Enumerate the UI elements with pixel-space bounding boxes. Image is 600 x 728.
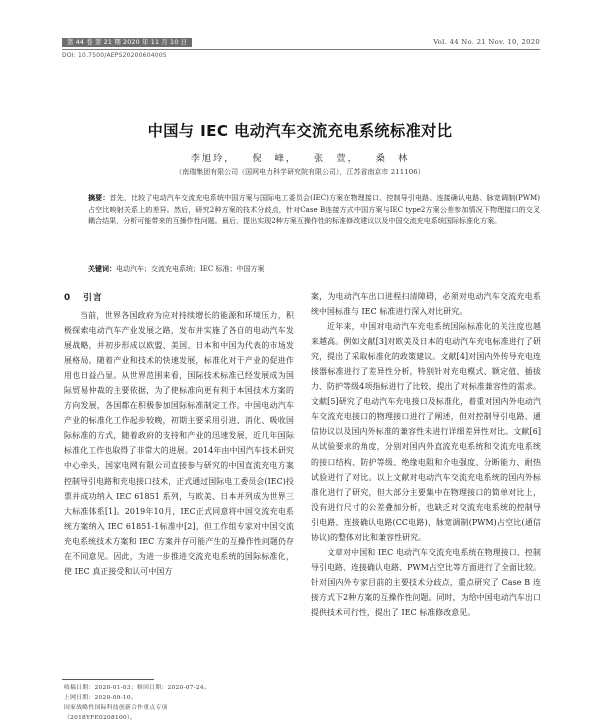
left-column — [64, 308, 294, 579]
journal-issue-header: 第 44 卷 第 21 期 2020 年 11 月 10 日 — [62, 38, 192, 47]
footnote-received: 收稿日期：2020-01-03；修回日期：2020-07-24。 — [64, 685, 211, 691]
footnote-fund-id: （2018YFE0208100）。 — [64, 715, 137, 721]
keywords-text: 电动汽车；交流充电系统；IEC 标准；中国方案 — [116, 265, 265, 273]
author-name: 张 萱， — [314, 153, 359, 164]
header-rule — [62, 49, 540, 50]
body-paragraph: 文章对中国和 IEC 电动汽车交流充电系统在物理接口、控制导引电路、连接确认电路、PWM占空比等方面进行了全面比较。针对国内外专家目前的主要技术分歧点，重点研究了 Case B 连接方式下2种方案的互操作性问题。同时，为给中国电动汽车出口提供技术可行性，提出了 IEC 标准修改意见。 — [311, 547, 541, 617]
abstract — [88, 192, 540, 227]
author-name: 李旭玲， — [190, 153, 236, 164]
footnotes — [64, 683, 300, 723]
footnote-online: 上网日期：2020-09-10。 — [64, 695, 138, 701]
keywords-label: 关键词： — [88, 265, 116, 273]
footnote-rule — [62, 679, 154, 680]
footnote-fund: 国家战略性国际科技创新合作重点专项 — [64, 705, 168, 711]
section-heading — [64, 290, 103, 303]
abstract-label: 摘要： — [88, 193, 110, 202]
author-name: 倪 峰， — [252, 153, 298, 164]
paper-title: 中国与 IEC 电动汽车交流充电系统标准对比 — [147, 122, 453, 140]
keywords — [88, 264, 540, 275]
section-title: 引言 — [83, 293, 103, 303]
body-paragraph: 当前，世界各国政府为应对持续增长的能源和环境压力，积极探索电动汽车产业发展之路，发布并实施了各自的电动汽车发展战略，并初步形成以欧盟、美国、日本和中国为代表的市场发展格局。随着产业和技术的快速发展，标准化对于产业的促进作用也日益凸显。从世界范围来看，国际技术标准已经发展成为国际贸易仲裁的主要依据，为了使标准向更有利于本国技术方案的方向发展，各国都在积极参加国际标准制定工作。中国电动汽车产业的标准化工作起步较晚，初期主要采用引进、消化、吸收国际标准的方式，随着政府的支持和产业的迅速发展，近几年国际标准化工作也取得了非常大的进展。2014年由中国汽车技术研究中心牵头，国家电网有限公司直接参与研究的中国直流充电方案控制导引电路和充电接口技术，正式通过国际电工委员会(IEC)投票并成功纳入 IEC 61851 系列，与欧美、日本并列成为世界三大标准体系[1]。2019年10月，IEC正式同意将中国交流充电系统方案纳入 IEC 61851-1标准中[2]，但工作组专家对中国交流充电系统技术方案和 IEC 方案并存可能产生的互操作性问题仍存在不同意见。因此，为进一步推进交流充电系统的国际标准化，使 IEC 真正接受和认可中国方 — [64, 311, 294, 576]
section-number: 0 — [64, 293, 72, 303]
body-paragraph: 案，为电动汽车出口进程扫清障碍，必须对电动汽车交流充电系统中国标准与 IEC 标准进行深入对比研究。 — [311, 292, 541, 317]
affiliation: （南瑞集团有限公司（国网电力科学研究院有限公司），江苏省南京市 211106） — [175, 168, 425, 176]
body-paragraph: 近年来，中国对电动汽车充电系统国际标准化的关注度也越来越高。例如文献[3]对欧美及日本的电动汽车充电标准进行了研究，提出了采取标准化的政策建议。文献[4]对国内外传导充电连接器标准进行了差异性分析，特别针对充电模式、额定值、插拔力、防护等级4项指标进行了比较，提出了对标准兼容性的需求。文献[5]研究了电动汽车充电接口及标准化，着重对国内外电动汽车交流充电接口的物理接口进行了阐述，但对控制导引电路、通信协议以及国内外标准的兼容性未进行详细差异性对比。文献[6]从试验要求的角度，分别对国内外直流充电系统和交流充电系统的接口结构、防护等级、绝缘电阻和介电强度、分断能力、耐热试验进行了对比。以上文献对电动汽车交流充电系统的国内外标准化进行了研究，但大部分主要集中在物理接口的简单对比上，没有进行尺寸的公差叠加分析，也缺乏对交流充电系统的控制导引电路、连接确认电路(CC电路)、脉宽调制(PWM)占空比(通信协议)的整体对比和兼容性研究。 — [311, 322, 541, 542]
right-column — [311, 289, 541, 620]
journal-volume-header: Vol. 44 No. 21 Nov. 10, 2020 — [433, 38, 540, 46]
abstract-text: 首先，比较了电动汽车交流充电系统中国方案与国际电工委员会(IEC)方案在物理接口、控制导引电路、连接确认电路、脉宽调制(PWM)占空比映射关系上的差异。然后，研究2种方案的技术分歧点，针对Case B连接方式中国方案与IEC type2方案公差参加情况下物理接口的交叉耦合结果，分析可能带来的互操作性问题。最后，提出实现2种方案互操作性的标准修改建议以及中国交流充电系统国际标准化方案。 — [88, 193, 540, 225]
author-name: 桑 林 — [375, 153, 410, 164]
doi: DOI: 10.7500/AEPS20200604005 — [62, 52, 167, 59]
author-list — [0, 150, 600, 164]
